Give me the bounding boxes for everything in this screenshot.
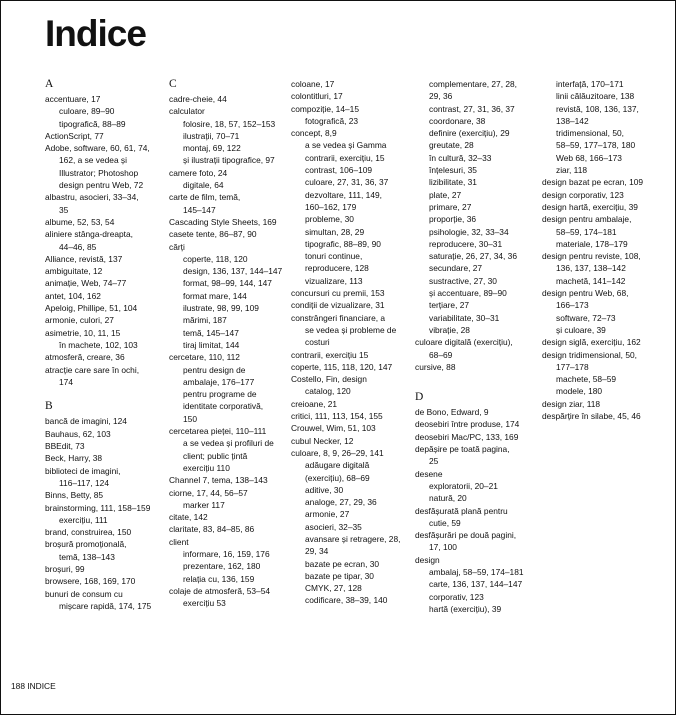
index-subentry: format, 98–99, 144, 147 [183,278,272,289]
index-subentry: exercițiu 110 [183,462,230,473]
index-entry: design pentru Web, 68, [542,288,629,299]
index-subentry: psihologie, 32, 33–34 [429,226,509,237]
index-subentry: dezvoltare, 111, 149, [305,189,382,200]
index-subentry: greutate, 28 [429,140,474,151]
index-entry: desfășurări pe două pagini, [415,530,517,541]
index-subentry: și accentuare, 89–90 [429,288,507,299]
index-entry: coloane, 17 [291,79,335,89]
index-entry: design bazat pe ecran, 109 [542,177,644,188]
page-folio: 188 INDICE [11,681,56,691]
index-entry: bunuri de consum cu [45,588,123,599]
index-entry: ciorne, 17, 44, 56–57 [169,487,248,498]
index-entry: browsere, 168, 169, 170 [45,576,136,587]
index-subentry: pentru design de [183,364,246,375]
index-subentry: montaj, 69, 122 [183,143,241,154]
index-subentry: revistă, 108, 136, 137, [556,103,639,114]
index-subentry: 29, 36 [429,91,453,102]
index-entry: creioane, 21 [291,398,338,409]
index-subentry: terțiare, 27 [429,300,470,311]
index-entry: cercetare, 110, 112 [169,352,240,363]
index-subentry: CMYK, 27, 128 [305,583,362,594]
index-subentry: 138–142 [556,115,589,126]
index-entry: Apeloig, Phillipe, 51, 104 [45,303,138,314]
index-column-1 [45,78,151,612]
index-subentry: software, 72–73 [556,312,616,323]
index-subentry: complementare, 27, 28, [429,79,517,89]
index-entry: calculator [169,106,205,117]
index-entry: client [169,536,189,547]
index-subentry: client; public țintă [183,450,248,461]
index-subentry: contrast, 106–109 [305,165,373,176]
index-subentry: sustractive, 27, 30 [429,275,497,286]
index-entry: design corporativ, 123 [542,189,624,200]
index-subentry: relația cu, 136, 159 [183,573,255,584]
index-entry: citate, 142 [169,512,208,523]
index-entry: culoare digitală (exercițiu), [415,337,513,348]
index-entry: coperte, 115, 118, 120, 147 [291,361,393,372]
index-subentry: natură, 20 [429,493,467,504]
index-subentry: corporativ, 123 [429,591,484,602]
index-subentry: tipografică, 88–89 [59,118,126,129]
index-entry: casete tente, 86–87, 90 [169,229,257,240]
index-subentry: simultan, 28, 29 [305,226,365,237]
index-letter-heading: A [45,78,54,90]
index-entry: ActionScript, 77 [45,130,104,141]
index-subentry: tipografic, 88–89, 90 [305,238,381,249]
index-subentry: design pentru Web, 72 [59,180,144,191]
index-entry: aliniere stânga-dreapta, [45,229,133,240]
index-column-2 [169,78,282,609]
index-column-4 [415,78,524,615]
index-subentry: bazate pe ecran, 30 [305,558,380,569]
index-entry: atmosferă, creare, 36 [45,352,125,363]
index-subentry: coordonare, 38 [429,115,486,126]
index-subentry: hartă (exercițiu), 39 [429,603,502,614]
index-entry: claritate, 83, 84–85, 86 [169,524,255,535]
index-subentry: a se vedea și profiluri de [183,438,274,449]
index-subentry: Illustrator; Photoshop [59,167,139,178]
index-entry: contrarii, exercițiu 15 [291,349,369,360]
index-subentry: vibrație, 28 [429,324,470,335]
index-entry: cărți [169,241,185,252]
index-subentry: și ilustrații tipografice, 97 [183,155,275,166]
index-subentry: culoare, 27, 31, 36, 37 [305,177,389,188]
index-entry: colaje de atmosferă, 53–54 [169,585,271,596]
index-entry: Costello, Fin, design [291,374,367,385]
index-subentry: mărimi, 187 [183,315,227,326]
index-subentry: contrast, 27, 31, 36, 37 [429,103,515,114]
index-subentry: exercițiu, 111 [59,514,108,525]
index-subentry: mișcare rapidă, 174, 175 [59,600,152,611]
index-entry: atracție care sare în ochi, [45,364,140,375]
index-entry: desfășurată plană pentru [415,505,508,516]
index-subentry: identitate corporativă, [183,401,264,412]
index-subentry: design, 136, 137, 144–147 [183,266,283,277]
index-subentry: saturație, 26, 27, 34, 36 [429,251,517,262]
index-entry: culoare, 8, 9, 26–29, 141 [291,447,384,458]
index-subentry: 160–162, 179 [305,201,357,212]
index-subentry: interfață, 170–171 [556,79,624,89]
index-entry: cadre-cheie, 44 [169,94,227,104]
index-subentry: coperte, 118, 120 [183,253,248,264]
index-subentry: 116–117, 124 [59,477,109,488]
index-entry: Beck, Harry, 38 [45,453,103,464]
index-subentry: 25 [429,456,439,467]
index-subentry: codificare, 38–39, 140 [305,595,388,606]
index-entry: asimetrie, 10, 11, 15 [45,327,121,338]
index-entry: compoziție, 14–15 [291,103,359,114]
index-entry: deosebiri Mac/PC, 133, 169 [415,431,519,442]
index-subentry: avansare și retragere, 28, [305,533,401,544]
index-entry: albastru, asocieri, 33–34, [45,192,139,203]
index-entry: design tridimensional, 50, [542,349,637,360]
index-entry: animație, Web, 74–77 [45,278,127,289]
index-entry: broșuri, 99 [45,563,85,574]
index-subentry: modele, 180 [556,386,603,397]
index-entry: cercetarea pieței, 110–111 [169,426,267,437]
index-subentry: bazate pe tipar, 30 [305,570,374,581]
index-subentry: format mare, 144 [183,290,247,301]
index-subentry: în machete, 102, 103 [59,339,138,350]
index-entry: Channel 7, tema, 138–143 [169,475,268,486]
index-entry: Cascading Style Sheets, 169 [169,216,277,227]
index-subentry: definire (exercițiu), 29 [429,128,510,139]
index-subentry: aditive, 30 [305,484,344,495]
index-subentry: ambalaj, 58–59, 174–181 [429,566,524,577]
index-entry: cursive, 88 [415,361,456,372]
index-subentry: cutie, 59 [429,517,461,528]
index-subentry: contrarii, exercițiu, 15 [305,152,385,163]
index-entry: camere foto, 24 [169,167,228,178]
index-entry: constrângeri financiare, a [291,312,386,323]
index-subentry: 17, 100 [429,542,457,553]
index-subentry: machetă, 141–142 [556,275,626,286]
index-subentry: exploratorii, 20–21 [429,480,498,491]
index-subentry: secundare, 27 [429,263,483,274]
index-subentry: asocieri, 32–35 [305,521,362,532]
index-entry: Adobe, software, 60, 61, 74, [45,143,150,154]
index-entry: BBEdit, 73 [45,441,85,452]
index-subentry: tonuri continue, [305,251,363,262]
index-letter-heading: B [45,400,53,413]
index-entry: Bauhaus, 62, 103 [45,428,111,439]
index-subentry: fotografică, 23 [305,115,359,126]
index-subentry: lizibilitate, 31 [429,177,477,188]
index-subentry: 145–147 [183,204,216,215]
index-subentry: temă, 145–147 [183,327,239,338]
index-entry: condiții de vizualizare, 31 [291,300,385,311]
index-subentry: exercițiu 53 [183,598,226,609]
index-entry: concursuri cu premii, 153 [291,288,385,299]
index-entry: brand, construirea, 150 [45,527,132,538]
index-entry: critici, 111, 113, 154, 155 [291,411,383,422]
index-subentry: 174 [59,376,73,387]
index-letter-heading: C [169,78,177,90]
index-entry: antet, 104, 162 [45,290,101,301]
index-entry: armonie, culori, 27 [45,315,114,326]
index-subentry: 29, 34 [305,546,329,557]
index-entry: albume, 52, 53, 54 [45,216,115,227]
index-subentry: (exercițiu), 68–69 [305,472,370,483]
index-subentry: informare, 16, 159, 176 [183,548,270,559]
index-subentry: marker 117 [183,499,225,510]
index-subentry: plate, 27 [429,189,462,200]
index-subentry: 58–59, 174–181 [556,226,617,237]
index-subentry: primare, 27 [429,201,472,212]
index-subentry: 150 [183,413,197,424]
index-subentry: culoare, 89–90 [59,106,115,117]
index-entry: depășire pe toată pagina, [415,444,510,455]
index-entry: carte de film, temă, [169,192,241,203]
index-subentry: 166–173 [556,300,589,311]
index-subentry: ziar, 118 [556,165,588,176]
index-subentry: 68–69 [429,349,453,360]
index-entry: design pentru reviste, 108, [542,251,641,262]
index-subentry: materiale, 178–179 [556,238,628,249]
index-subentry: armonie, 27 [305,509,350,520]
index-entry: cubul Necker, 12 [291,435,354,446]
index-entry: design siglă, exercițiu, 162 [542,337,641,348]
index-entry: concept, 8,9 [291,128,337,139]
index-subentry: machete, 58–59 [556,374,617,385]
index-subentry: ambalaje, 176–177 [183,376,255,387]
index-column-3 [291,78,400,607]
index-subentry: carte, 136, 137, 144–147 [429,579,523,590]
index-subentry: prezentare, 162, 180 [183,561,261,572]
index-subentry: reproducere, 30–31 [429,238,503,249]
index-subentry: temă, 138–143 [59,551,115,562]
index-entry: deosebiri între produse, 174 [415,419,520,430]
index-subentry: pentru programe de [183,389,257,400]
index-entry: ambiguitate, 12 [45,266,103,277]
index-subentry: catalog, 120 [305,386,351,397]
index-subentry: tiraj limitat, 144 [183,339,240,350]
index-entry: bancă de imagini, 124 [45,416,127,427]
index-subentry: reproducere, 128 [305,263,369,274]
index-entry: design pentru ambalaje, [542,214,632,225]
index-entry: desene [415,468,443,479]
index-entry: Alliance, revistă, 137 [45,253,123,264]
index-entry: design hartă, exercițiu, 39 [542,201,638,212]
index-column-5 [542,78,643,422]
index-subentry: folosire, 18, 57, 152–153 [183,118,276,129]
index-subentry: înțelesuri, 35 [429,165,477,176]
index-entry: Binns, Betty, 85 [45,490,104,501]
index-entry: broșură promoțională, [45,539,127,550]
index-subentry: 177–178 [556,361,589,372]
index-subentry: 44–46, 85 [59,241,97,252]
index-entry: biblioteci de imagini, [45,465,121,476]
index-subentry: 136, 137, 138–142 [556,263,626,274]
index-subentry: ilustrații, 70–71 [183,130,240,141]
index-subentry: a se vedea și Gamma [305,140,387,151]
index-entry: brainstorming, 111, 158–159 [45,502,151,513]
section-spacer [415,373,524,391]
index-subentry: în cultură, 32–33 [429,152,492,163]
index-entry: design ziar, 118 [542,398,601,409]
index-subentry: și culoare, 39 [556,324,606,335]
index-letter-heading: D [415,391,424,404]
index-entry: accentuare, 17 [45,94,101,104]
page-title: Indice [45,13,146,54]
index-subentry: 35 [59,204,69,215]
index-entry: despărțire în silabe, 45, 46 [542,411,641,422]
index-subentry: variabilitate, 30–31 [429,312,500,323]
index-subentry: adăugare digitală [305,460,370,471]
index-subentry: vizualizare, 113 [305,275,363,286]
index-subentry: se vedea și probleme de [305,324,397,335]
index-subentry: 58–59, 177–178, 180 [556,140,636,151]
index-subentry: probleme, 30 [305,214,354,225]
index-subentry: proporție, 36 [429,214,477,225]
index-subentry: linii călăuzitoare, 138 [556,91,635,102]
index-entry: colontitluri, 17 [291,91,343,102]
index-entry: design [415,554,440,565]
section-spacer [45,388,151,400]
index-subentry: costuri [305,337,330,348]
index-subentry: analoge, 27, 29, 36 [305,497,377,508]
index-subentry: ilustrate, 98, 99, 109 [183,303,259,314]
index-entry: de Bono, Edward, 9 [415,407,489,418]
index-subentry: 162, a se vedea și [59,155,127,166]
index-subentry: Web 68, 166–173 [556,152,622,163]
index-entry: Crouwel, Wim, 51, 103 [291,423,376,434]
index-subentry: tridimensional, 50, [556,128,624,139]
index-subentry: digitale, 64 [183,180,224,191]
